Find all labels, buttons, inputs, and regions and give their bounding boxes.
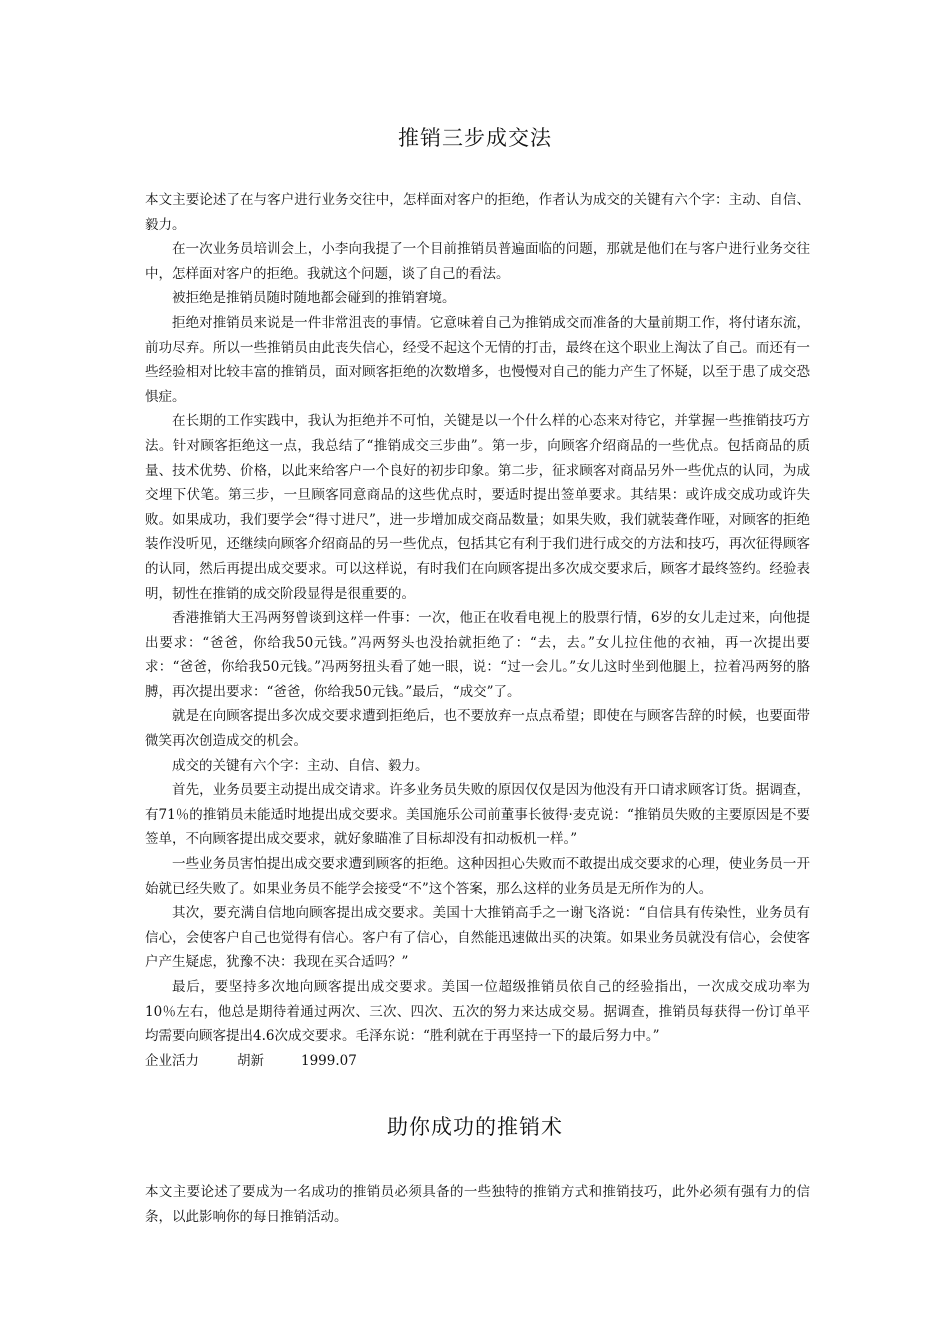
source-publication: 企业活力 — [145, 1052, 199, 1069]
article-2-body — [145, 1180, 810, 1229]
article-1-title: 推销三步成交法 — [398, 126, 552, 150]
article-2-abstract: 本文主要论述了要成为一名成功的推销员必须具备的一些独特的推销方式和推销技巧，此外必须有强有力的信条，以此影响你的每日推销活动。 — [145, 1184, 810, 1225]
article-1-paragraph: 成交的关键有六个字：主动、自信、毅力。 — [172, 757, 429, 774]
article-1-abstract: 本文主要论述了在与客户进行业务交往中，怎样面对客户的拒绝，作者认为成交的关键有六个字：主动、自信、毅力。 — [145, 192, 810, 233]
article-1-paragraph: 一些业务员害怕提出成交要求遭到顾客的拒绝。这种因担心失败而不敢提出成交要求的心理，使业务员一开始就已经失败了。如果业务员不能学会接受“不”这个答案，那么这样的业务员是无所作为的人。 — [145, 856, 810, 897]
article-1-paragraph: 最后，要坚持多次地向顾客提出成交要求。美国一位超级推销员依自己的经验指出，一次成交成功率为10％左右，他总是期待着通过两次、三次、四次、五次的努力来达成交易。据调查，推销员每获得一份订单平均需要向顾客提出4.6次成交要求。毛泽东说：“胜利就在于再坚持一下的最后努力中。” — [145, 979, 810, 1045]
article-1-paragraph: 被拒绝是推销员随时随地都会碰到的推销窘境。 — [172, 290, 456, 307]
article-1-paragraph: 在一次业务员培训会上，小李向我提了一个目前推销员普遍面临的问题，那就是他们在与客户进行业务交往中，怎样面对客户的拒绝。我就这个问题，谈了自己的看法。 — [145, 241, 810, 282]
source-date: 1999.07 — [301, 1052, 357, 1069]
article-1-paragraph: 首先，业务员要主动提出成交请求。许多业务员失败的原因仅仅是因为他没有开口请求顾客订货。据调查，有71％的推销员未能适时地提出成交要求。美国施乐公司前董事长彼得·麦克说：“推销员失败的主要原因是不要签单，不向顾客提出成交要求，就好象瞄准了目标却没有扣动板机一样。” — [145, 782, 810, 848]
article-1-source — [145, 1049, 810, 1074]
article-1-paragraph: 就是在向顾客提出多次成交要求遭到拒绝后，也不要放弃一点点希望；即使在与顾客告辞的时候，也要面带微笑再次创造成交的机会。 — [145, 708, 810, 750]
article-1-body — [145, 188, 810, 1073]
article-2-title: 助你成功的推销术 — [387, 1115, 563, 1139]
article-1-paragraph: 在长期的工作实践中，我认为拒绝并不可怕，关键是以一个什么样的心态来对待它，并掌握一些推销技巧方法。针对顾客拒绝这一点，我总结了“推销成交三步曲”。第一步，向顾客介绍商品的一些优点。包括商品的质量、技术优势、价格，以此来给客户一个良好的初步印象。第二步，征求顾客对商品另外一些优点的认同，为成交埋下伏笔。第三步，一旦顾客同意商品的这些优点时，要适时提出签单要求。其结果：或许成交成功或许失败。如果成功，我们要学会“得寸进尺”，进一步增加成交商品数量；如果失败，我们就装聋作哑，对顾客的拒绝装作没听见，还继续向顾客介绍商品的另一些优点，包括其它有利于我们进行成交的方法和技巧，再次征得顾客的认同，然后再提出成交要求。可以这样说，有时我们在向顾客提出多次成交要求后，顾客才最终签约。经验表明，韧性在推销的成交阶段显得是很重要的。 — [145, 413, 810, 602]
article-1-paragraph: 其次，要充满自信地向顾客提出成交要求。美国十大推销高手之一谢飞洛说：“自信具有传染性，业务员有信心，会使客户自己也觉得有信心。客户有了信心，自然能迅速做出买的决策。如果业务员就没有信心，会使客户产生疑虑，犹豫不决：我现在买合适吗？” — [145, 905, 810, 971]
article-1-paragraph: 香港推销大王冯两努曾谈到这样一件事：一次，他正在收看电视上的股票行情，6岁的女儿走过来，向他提出要求：“爸爸，你给我50元钱。”冯两努头也没抬就拒绝了：“去，去。”女儿拉住他的衣袖，再一次提出要求：“爸爸，你给我50元钱。”冯两努扭头看了她一眼，说：“过一会儿。”女儿这时坐到他腿上，拉着冯两努的胳膊，再次提出要求：“爸爸，你给我50元钱。”最后，“成交”了。 — [145, 610, 810, 700]
source-author: 胡新 — [237, 1052, 264, 1069]
article-1-paragraph: 拒绝对推销员来说是一件非常沮丧的事情。它意味着自己为推销成交而准备的大量前期工作，将付诸东流，前功尽弃。所以一些推销员由此丧失信心，经受不起这个无情的打击，最终在这个职业上淘汰了自己。而还有一些经验相对比较丰富的推销员，面对顾客拒绝的次数增多，也慢慢对自己的能力产生了怀疑，以至于患了成交恐惧症。 — [145, 314, 810, 405]
